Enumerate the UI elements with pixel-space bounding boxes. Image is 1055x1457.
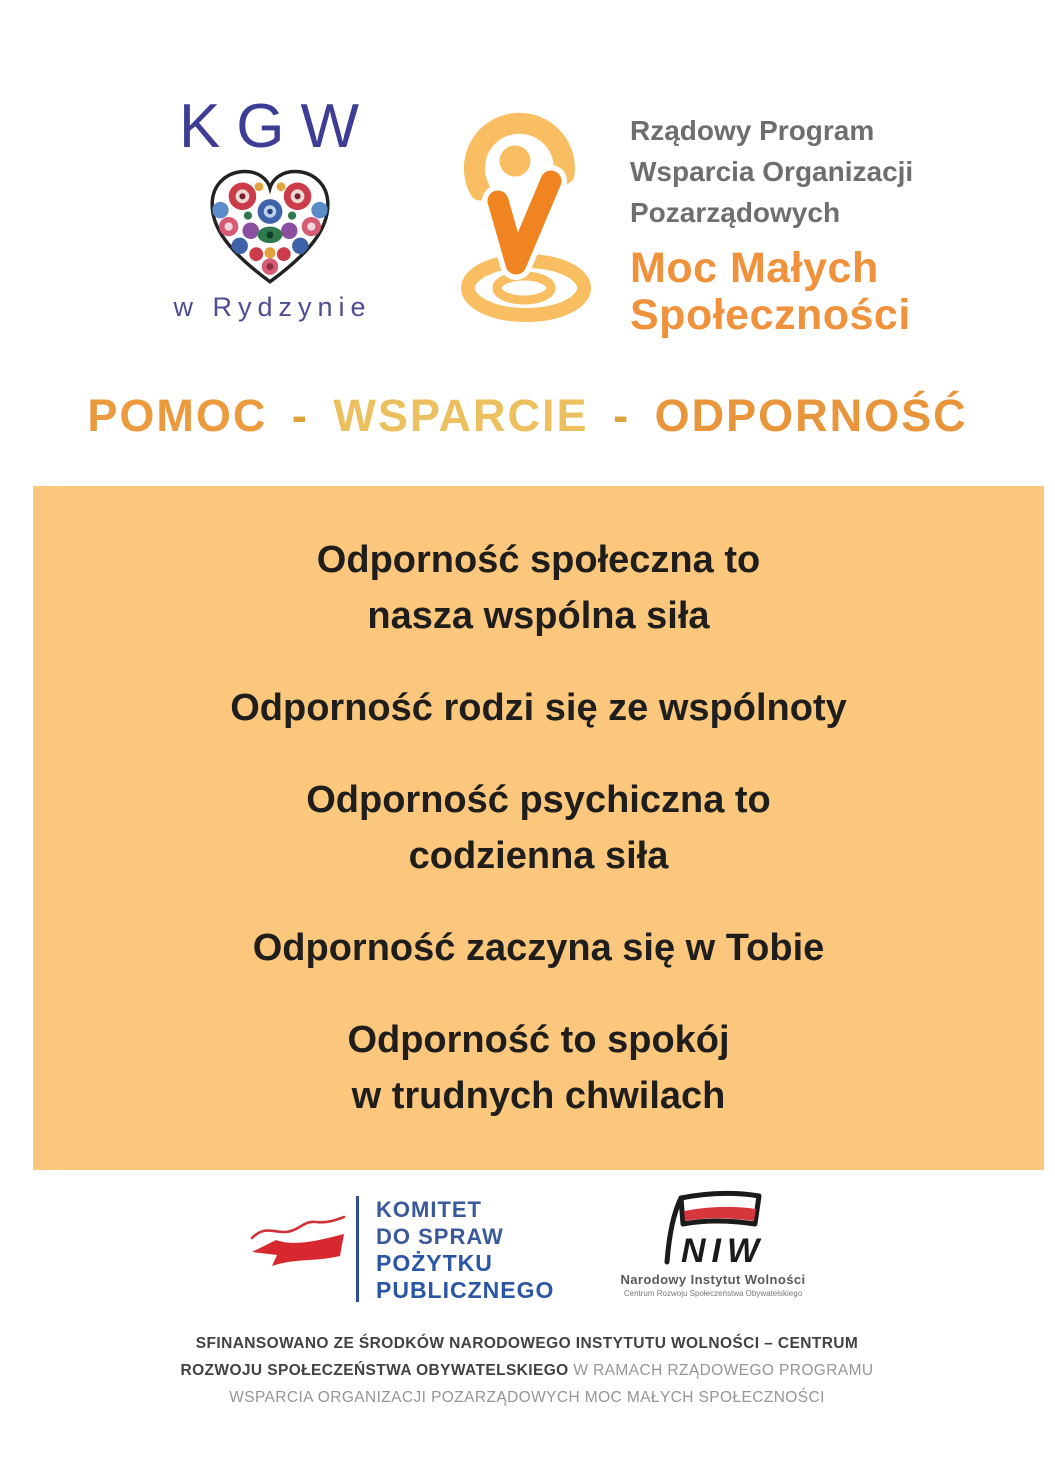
program-name-line: Moc Małych bbox=[630, 244, 879, 292]
kgw-acronym: KGW bbox=[178, 92, 376, 161]
komitet-line: DO SPRAW bbox=[376, 1224, 504, 1249]
slogan-line: Odporność rodzi się ze wspólnoty bbox=[230, 687, 847, 729]
komitet-title bbox=[376, 1196, 554, 1304]
funding-note-regular: W RAMACH RZĄDOWEGO PROGRAMU WSPARCIA ORGANIZACJI POZARZĄDOWYCH MOC MAŁYCH SPOŁECZNOŚCI bbox=[229, 1362, 874, 1406]
komitet-line: PUBLICZNEGO bbox=[376, 1277, 555, 1303]
slogan-2 bbox=[230, 680, 847, 736]
niw-subname: Centrum Rozwoju Społeczeństwa Obywatelskiego bbox=[623, 1289, 803, 1298]
program-title-line: Pozarządowych bbox=[630, 197, 841, 228]
slogan-line: codzienna siła bbox=[408, 835, 669, 877]
komitet-line: KOMITET bbox=[376, 1197, 482, 1222]
niw-logo bbox=[613, 1188, 813, 1298]
komitet-line: POŻYTKU bbox=[376, 1250, 493, 1276]
tagline-wsparcie: WSPARCIE bbox=[333, 390, 589, 441]
niw-acronym: NIW bbox=[681, 1232, 766, 1270]
slogan-line: Odporność społeczna to bbox=[316, 539, 761, 581]
tagline-separator: - bbox=[291, 390, 309, 441]
tagline-pomoc: POMOC bbox=[87, 390, 268, 441]
person-pin-icon bbox=[452, 104, 612, 339]
kgw-logo bbox=[140, 92, 400, 323]
program-name-line: Społeczności bbox=[630, 291, 911, 339]
tagline-separator: - bbox=[613, 390, 631, 441]
program-title-line: Rządowy Program bbox=[630, 115, 875, 146]
slogan-line: Odporność to spokój bbox=[347, 1019, 730, 1061]
slogan-line: Odporność zaczyna się w Tobie bbox=[252, 927, 825, 969]
slogan-3 bbox=[306, 772, 771, 884]
waving-flag-icon bbox=[248, 1214, 348, 1280]
slogan-line: w trudnych chwilach bbox=[351, 1075, 726, 1117]
folk-heart-icon bbox=[201, 166, 339, 290]
tagline-odpornosc: ODPORNOŚĆ bbox=[654, 390, 968, 441]
funding-note bbox=[167, 1330, 887, 1411]
slogan-5 bbox=[347, 1012, 729, 1124]
slogan-1 bbox=[317, 532, 760, 644]
kgw-location: w Rydzynie bbox=[173, 292, 372, 322]
tagline bbox=[0, 390, 1055, 442]
funding-note-bold: SFINANSOWANO ZE ŚRODKÓW NARODOWEGO INSTYTUTU WOLNOŚCI – CENTRUM ROZWOJU SPOŁECZEŃSTWA OBYWATELSKIEGO bbox=[180, 1335, 859, 1379]
slogan-box bbox=[33, 486, 1044, 1170]
niw-flag-icon bbox=[643, 1188, 783, 1270]
komitet-divider bbox=[356, 1196, 359, 1302]
program-title-line: Wsparcia Organizacji bbox=[630, 156, 914, 187]
slogan-4 bbox=[253, 920, 825, 976]
niw-name: Narodowy Instytut Wolności bbox=[620, 1272, 806, 1287]
program-name bbox=[630, 245, 960, 339]
program-title bbox=[630, 110, 960, 233]
slogan-line: nasza wspólna siła bbox=[367, 595, 710, 637]
slogan-line: Odporność psychiczna to bbox=[306, 779, 771, 821]
